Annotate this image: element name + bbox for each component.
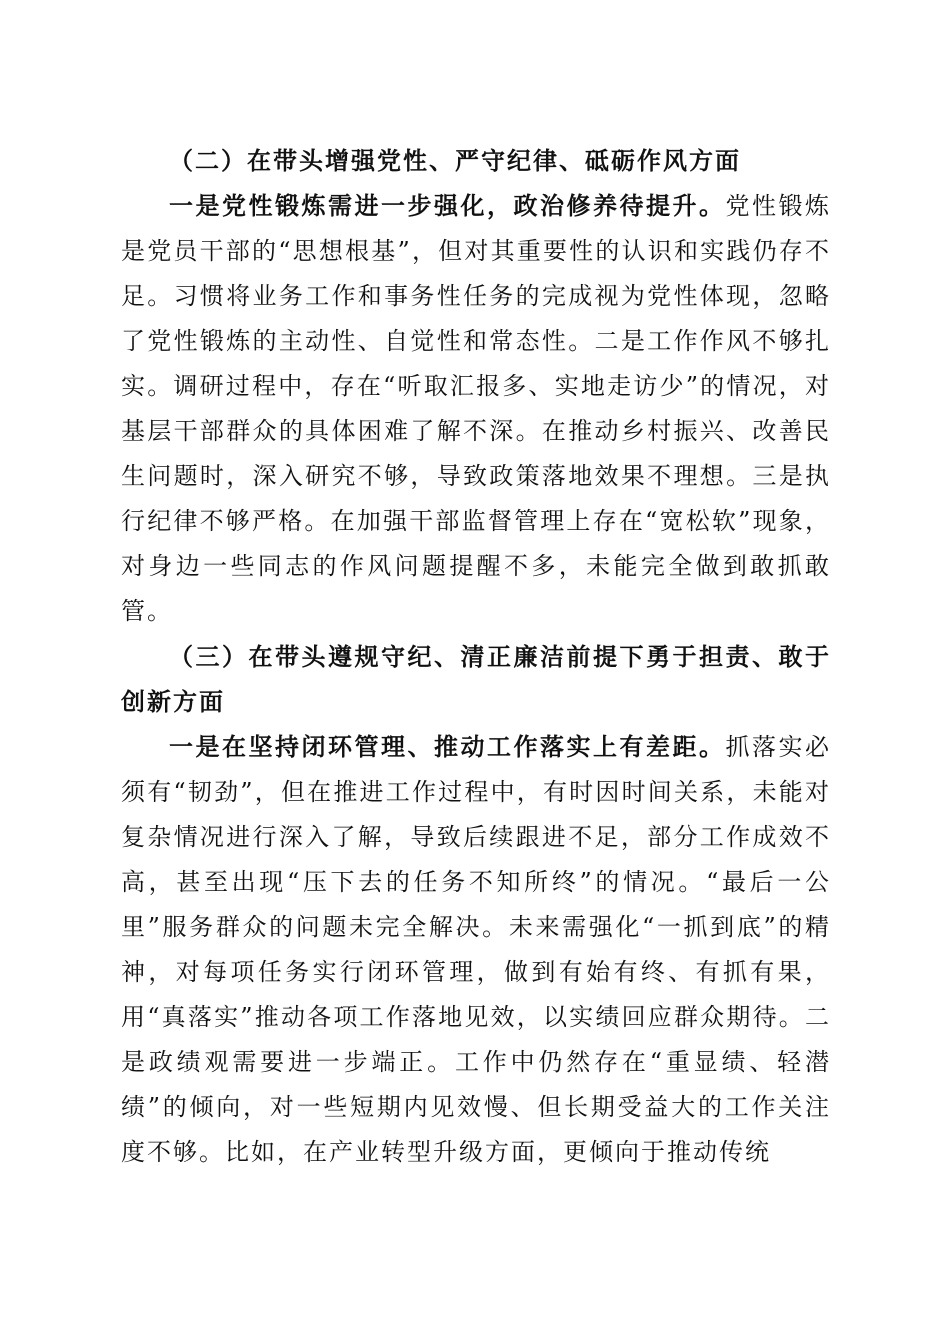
section-3-paragraph [121,724,831,1175]
document-page [121,138,831,1175]
section-2-heading: （二）在带头增强党性、严守纪律、砥砺作风方面 [169,146,741,175]
section-2-lead: 一是党性锻炼需进一步强化，政治修养待提升。 [169,191,726,220]
section-3-heading: （三）在带头遵规守纪、清正廉洁前提下勇于担责、敢于创新方面 [121,642,831,716]
section-3-body: 抓落实必须有“韧劲”，但在推进工作过程中，有时因时间关系，未能对复杂情况进行深入了解，导致后续跟进不足，部分工作成效不高，甚至出现“压下去的任务不知所终”的情况。“最后一公里”服务群众的问题未完全解决。未来需强化“一抓到底”的精神，对每项任务实行闭环管理，做到有始有终、有抓有果，用“真落实”推动各项工作落地见效，以实绩回应群众期待。二是政绩观需要进一步端正。工作中仍然存在“重显绩、轻潜绩”的倾向，对一些短期内见效慢、但长期受益大的工作关注度不够。比如，在产业转型升级方面，更倾向于推动传统 [121,733,831,1166]
section-3-lead: 一是在坚持闭环管理、推动工作落实上有差距。 [169,732,726,761]
section-2-body: 党性锻炼是党员干部的“思想根基”，但对其重要性的认识和实践仍存不足。习惯将业务工作和事务性任务的完成视为党性体现，忽略了党性锻炼的主动性、自觉性和常态性。二是工作作风不够扎实。调研过程中，存在“听取汇报多、实地走访少”的情况，对基层干部群众的具体困难了解不深。在推动乡村振兴、改善民生问题时，深入研究不够，导致政策落地效果不理想。三是执行纪律不够严格。在加强干部监督管理上存在“宽松软”现象，对身边一些同志的作风问题提醒不多，未能完全做到敢抓敢管。 [121,192,831,625]
section-2-paragraph [121,183,831,634]
